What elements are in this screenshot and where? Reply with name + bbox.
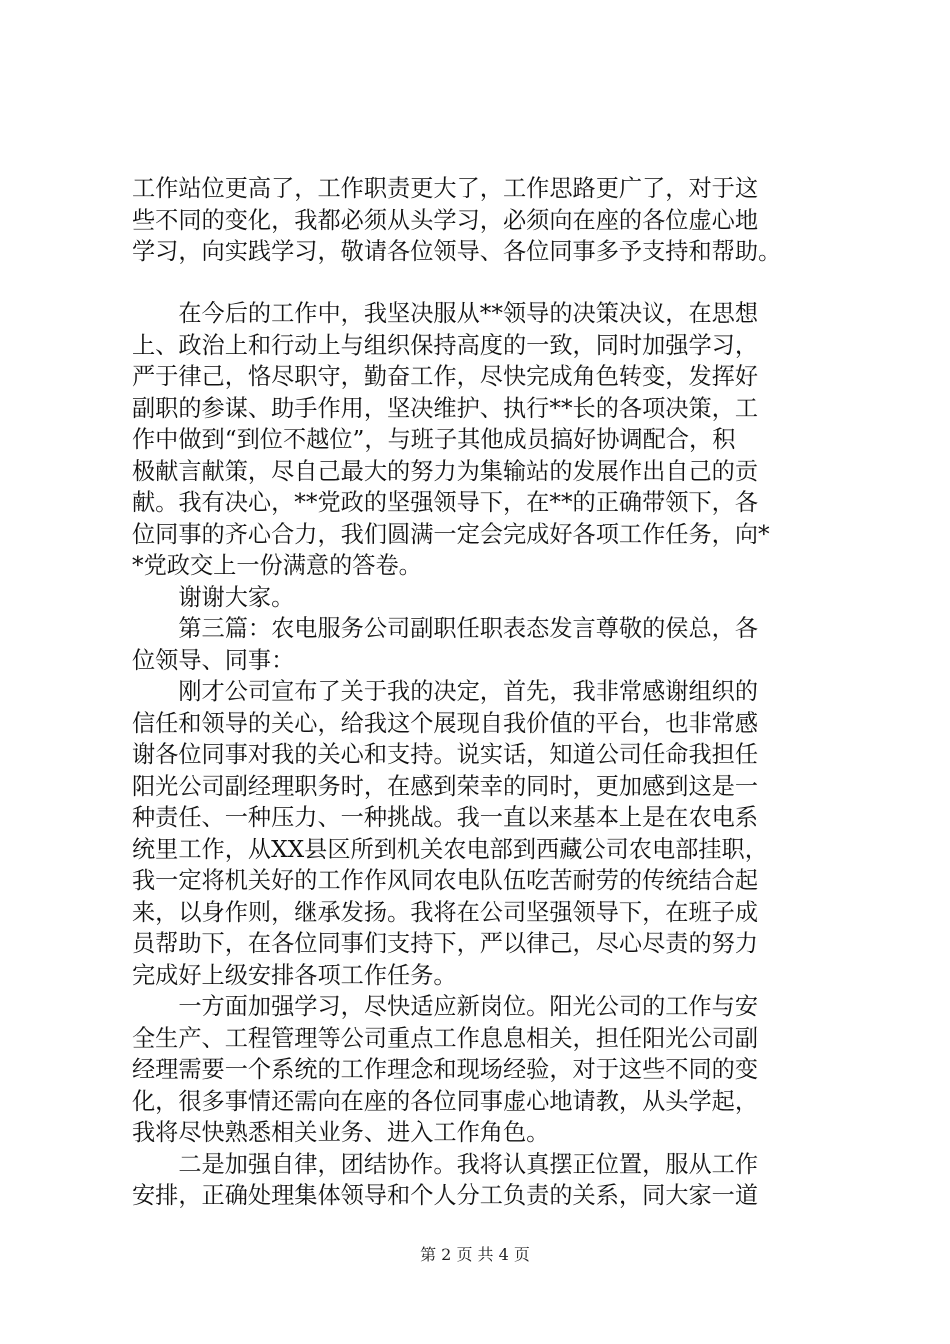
text-line: 阳光公司副经理职务时，在感到荣幸的同时，更加感到这是一 — [132, 772, 759, 800]
text-line: 我一定将机关好的工作作风同农电队伍吃苦耐劳的传统结合起 — [132, 867, 759, 894]
text-line: 完成好上级安排各项工作任务。 — [132, 961, 457, 989]
text-line: 刚才公司宣布了关于我的决定，首先，我非常感谢组织的 — [132, 678, 759, 705]
text-line: 统里工作，从XX县区所到机关农电部到西藏公司农电部挂职， — [132, 835, 768, 863]
text-line: 谢各位同事对我的关心和支持。说实话，知道公司任命我担任 — [132, 741, 759, 768]
paragraph-continuation — [132, 173, 832, 268]
page-number-footer: 第 2 页 共 4 页 — [420, 1245, 530, 1264]
text-line: 极献言献策，尽自己最大的努力为集输站的发展作出自己的贡 — [132, 457, 759, 485]
text-line: 学习，向实践学习，敬请各位领导、各位同事多予支持和帮助。 — [132, 238, 782, 265]
text-line: 上、政治上和行动上与组织保持高度的一致，同时加强学习， — [132, 331, 759, 359]
text-line: 在今后的工作中，我坚决服从**领导的决策决议，在思想 — [132, 300, 759, 327]
text-line: 严于律己，恪尽职守，勤奋工作，尽快完成角色转变，发挥好 — [132, 363, 759, 390]
text-line: 来，以身作则，继承发扬。我将在公司坚强领导下，在班子成 — [132, 898, 759, 926]
text-line: 一方面加强学习，尽快适应新岗位。阳光公司的工作与安 — [132, 993, 759, 1020]
text-line: 些不同的变化，我都必须从头学习，必须向在座的各位虚心地 — [132, 206, 759, 234]
text-line: 我将尽快熟悉相关业务、进入工作角色。 — [132, 1119, 550, 1146]
section-heading-line: 第三篇：农电服务公司副职任职表态发言尊敬的侯总，各 — [132, 615, 759, 642]
text-line: 工作站位更高了，工作职责更大了，工作思路更广了，对于这 — [132, 175, 759, 202]
text-line: 作中做到“到位不越位”，与班子其他成员搞好协调配合，积 — [132, 426, 736, 453]
text-line: 信任和领导的关心，给我这个展现自我价值的平台，也非常感 — [132, 709, 759, 737]
text-line: 位领导、同事： — [132, 646, 295, 674]
body-text — [132, 298, 832, 1212]
text-line: *党政交上一份满意的答卷。 — [132, 552, 422, 579]
text-line: 位同事的齐心合力，我们圆满一定会完成好各项工作任务，向* — [132, 520, 770, 548]
text-line: 全生产、工程管理等公司重点工作息息相关，担任阳光公司副 — [132, 1024, 759, 1052]
text-line: 种责任、一种压力、一种挑战。我一直以来基本上是在农电系 — [132, 804, 759, 831]
text-line: 二是加强自律，团结协作。我将认真摆正位置，服从工作 — [132, 1150, 759, 1178]
text-line: 员帮助下，在各位同事们支持下，严以律己，尽心尽责的努力 — [132, 930, 759, 957]
text-line: 谢谢大家。 — [132, 583, 295, 611]
text-line: 化，很多事情还需向在座的各位同事虚心地请教，从头学起， — [132, 1087, 759, 1115]
text-line: 经理需要一个系统的工作理念和现场经验，对于这些不同的变 — [132, 1056, 759, 1083]
text-line: 副职的参谋、助手作用，坚决维护、执行**长的各项决策，工 — [132, 394, 759, 422]
text-line: 安排，正确处理集体领导和个人分工负责的关系，同大家一道 — [132, 1182, 759, 1209]
text-line: 献。我有决心，**党政的坚强领导下，在**的正确带领下，各 — [132, 489, 759, 516]
